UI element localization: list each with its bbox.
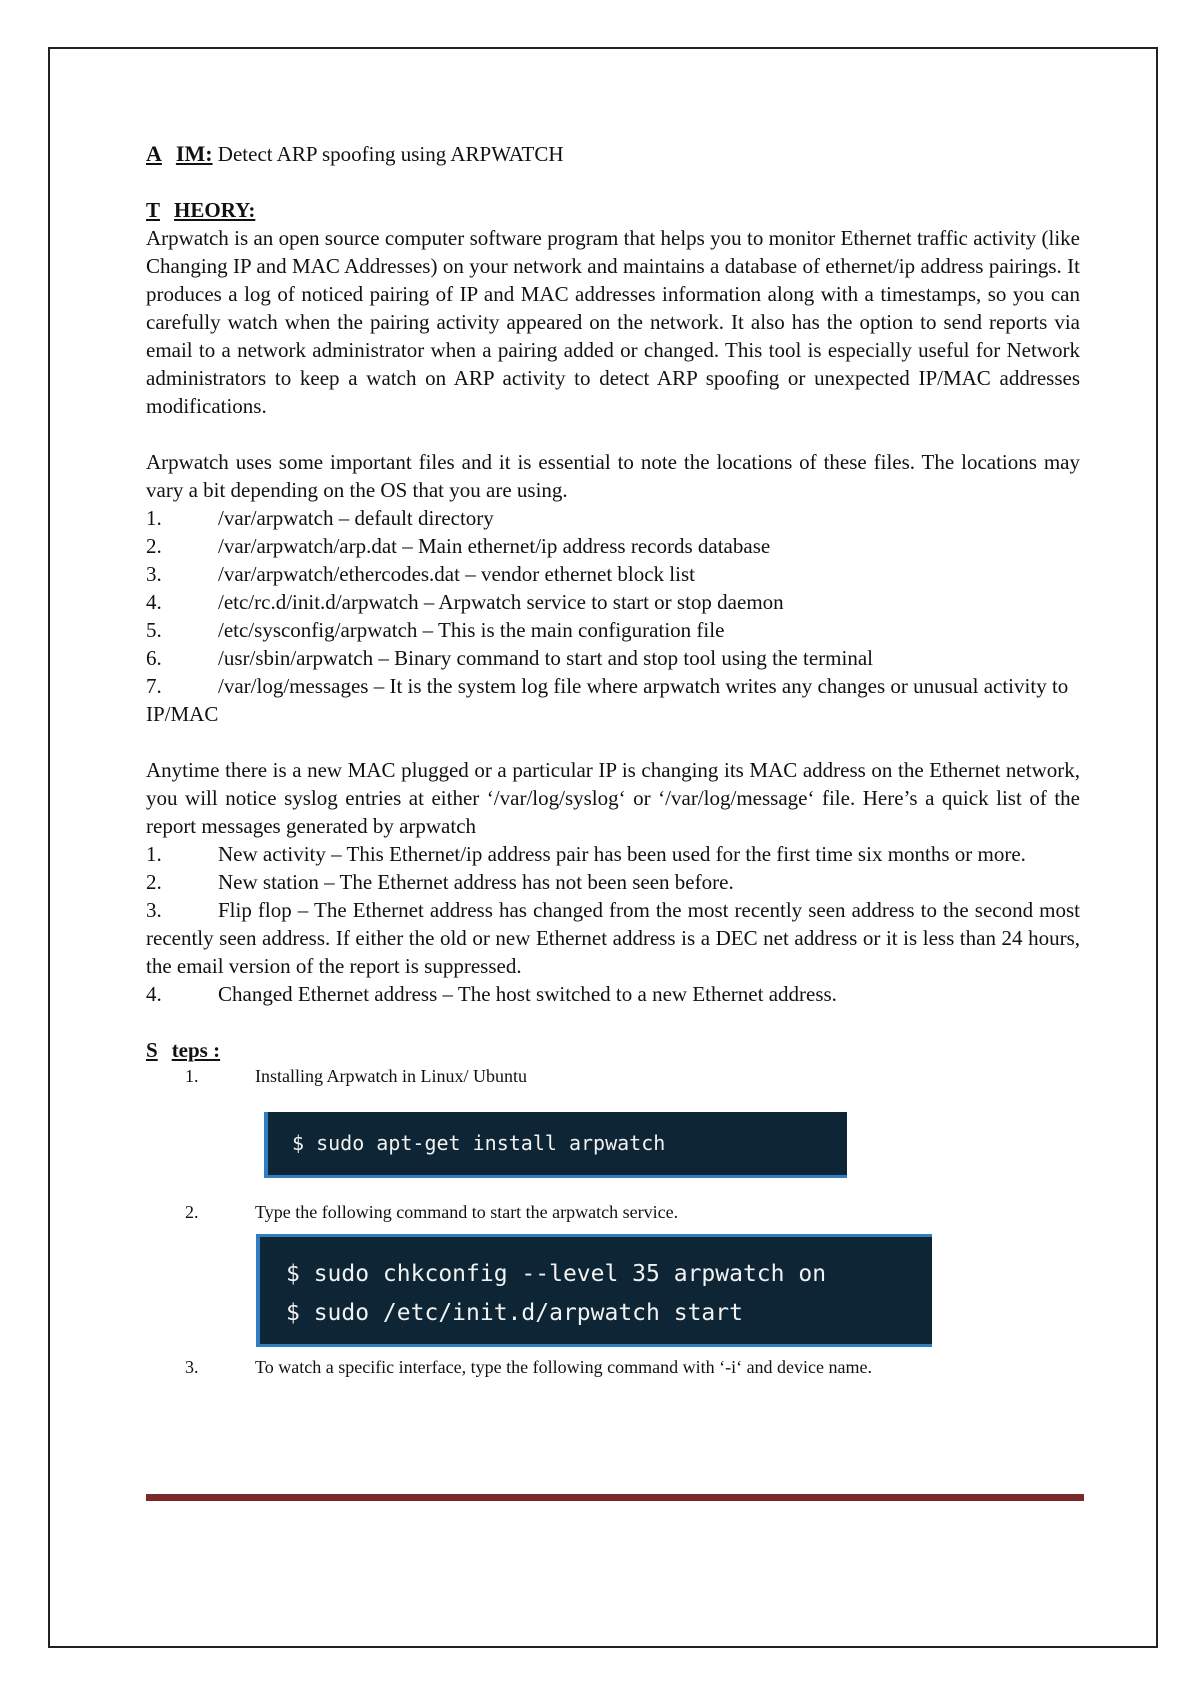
terminal-command: $ sudo /etc/init.d/arpwatch start xyxy=(286,1300,743,1326)
aim-line xyxy=(146,140,1080,168)
steps-list xyxy=(146,1064,1080,1088)
steps-heading xyxy=(146,1036,1080,1064)
list-item: 2. New station – The Ethernet address has not been seen before. xyxy=(146,870,734,894)
list-item: 6. /usr/sbin/arpwatch – Binary command to start and stop tool using the terminal xyxy=(146,646,873,670)
list-item: 3. Flip flop – The Ethernet address has changed from the most recently seen address to the second most recently seen address. If either the old or new Ethernet address is a DEC net address or it is less than 24 hours, the email version of the report is suppressed. xyxy=(146,898,1080,978)
step-item: 1. Installing Arpwatch in Linux/ Ubuntu xyxy=(185,1066,527,1086)
theory-heading xyxy=(146,196,1080,224)
report-messages-list xyxy=(146,840,1080,1008)
terminal-block-start-service xyxy=(256,1234,932,1347)
steps-list xyxy=(146,1355,1080,1379)
theory-paragraph-1: Arpwatch is an open source computer software program that helps you to monitor Ethernet traffic activity (like Changing IP and MAC Addresses) on your network and maintains a database of ethernet/ip address pairings. It produces a log of noticed pairing of IP and MAC addresses information along with a timestamps, so you can carefully watch when the pairing activity appeared on the network. It also has the option to send reports via email to a network administrator when a pairing added or changed. This tool is especially useful for Network administrators to keep a watch on ARP activity to detect ARP spoofing or unexpected IP/MAC addresses modifications. xyxy=(146,226,1080,418)
terminal-command: $ sudo chkconfig --level 35 arpwatch on xyxy=(286,1261,827,1287)
theory-heading-initial: T xyxy=(146,198,161,222)
terminal-command: $ sudo apt-get install arpwatch xyxy=(292,1131,666,1155)
aim-text: Detect ARP spoofing using ARPWATCH xyxy=(217,142,564,166)
list-item: 4. Changed Ethernet address – The host switched to a new Ethernet address. xyxy=(146,982,837,1006)
footer-rule xyxy=(146,1494,1084,1501)
steps-list xyxy=(146,1200,1080,1224)
list-item: 1. /var/arpwatch – default directory xyxy=(146,506,494,530)
file-locations-list xyxy=(146,504,1080,728)
list-item: 1. New activity – This Ethernet/ip address pair has been used for the first time six months or more. xyxy=(146,842,1026,866)
step-item: 2. Type the following command to start the arpwatch service. xyxy=(185,1202,679,1222)
list-item: 7. /var/log/messages – It is the system log file where arpwatch writes any changes or unusual activity to IP/MAC xyxy=(146,674,1069,726)
aim-heading-initial: A xyxy=(146,141,162,166)
steps-heading-initial: S xyxy=(146,1038,158,1062)
document-content xyxy=(146,140,1080,1379)
theory-paragraph-3: Anytime there is a new MAC plugged or a particular IP is changing its MAC address on the Ethernet network, you will notice syslog entries at either ‘/var/log/syslog‘ or ‘/var/log/message‘ file. Here’s a quick list of the report messages generated by arpwatch xyxy=(146,758,1080,838)
aim-heading-rest: IM: xyxy=(175,141,213,166)
list-item: 3. /var/arpwatch/ethercodes.dat – vendor ethernet block list xyxy=(146,562,695,586)
list-item: 5. /etc/sysconfig/arpwatch – This is the main configuration file xyxy=(146,618,725,642)
aim-heading xyxy=(146,141,213,166)
theory-heading-rest: HEORY: xyxy=(174,198,256,222)
theory-paragraph-2: Arpwatch uses some important files and it is essential to note the locations of these files. The locations may vary a bit depending on the OS that you are using. xyxy=(146,450,1080,502)
list-item: 2. /var/arpwatch/arp.dat – Main ethernet/ip address records database xyxy=(146,534,771,558)
terminal-block-install xyxy=(264,1112,847,1178)
steps-heading-rest: teps : xyxy=(171,1038,221,1062)
list-item: 4. /etc/rc.d/init.d/arpwatch – Arpwatch service to start or stop daemon xyxy=(146,590,784,614)
step-item: 3. To watch a specific interface, type the following command with ‘-i‘ and device name. xyxy=(185,1357,873,1377)
